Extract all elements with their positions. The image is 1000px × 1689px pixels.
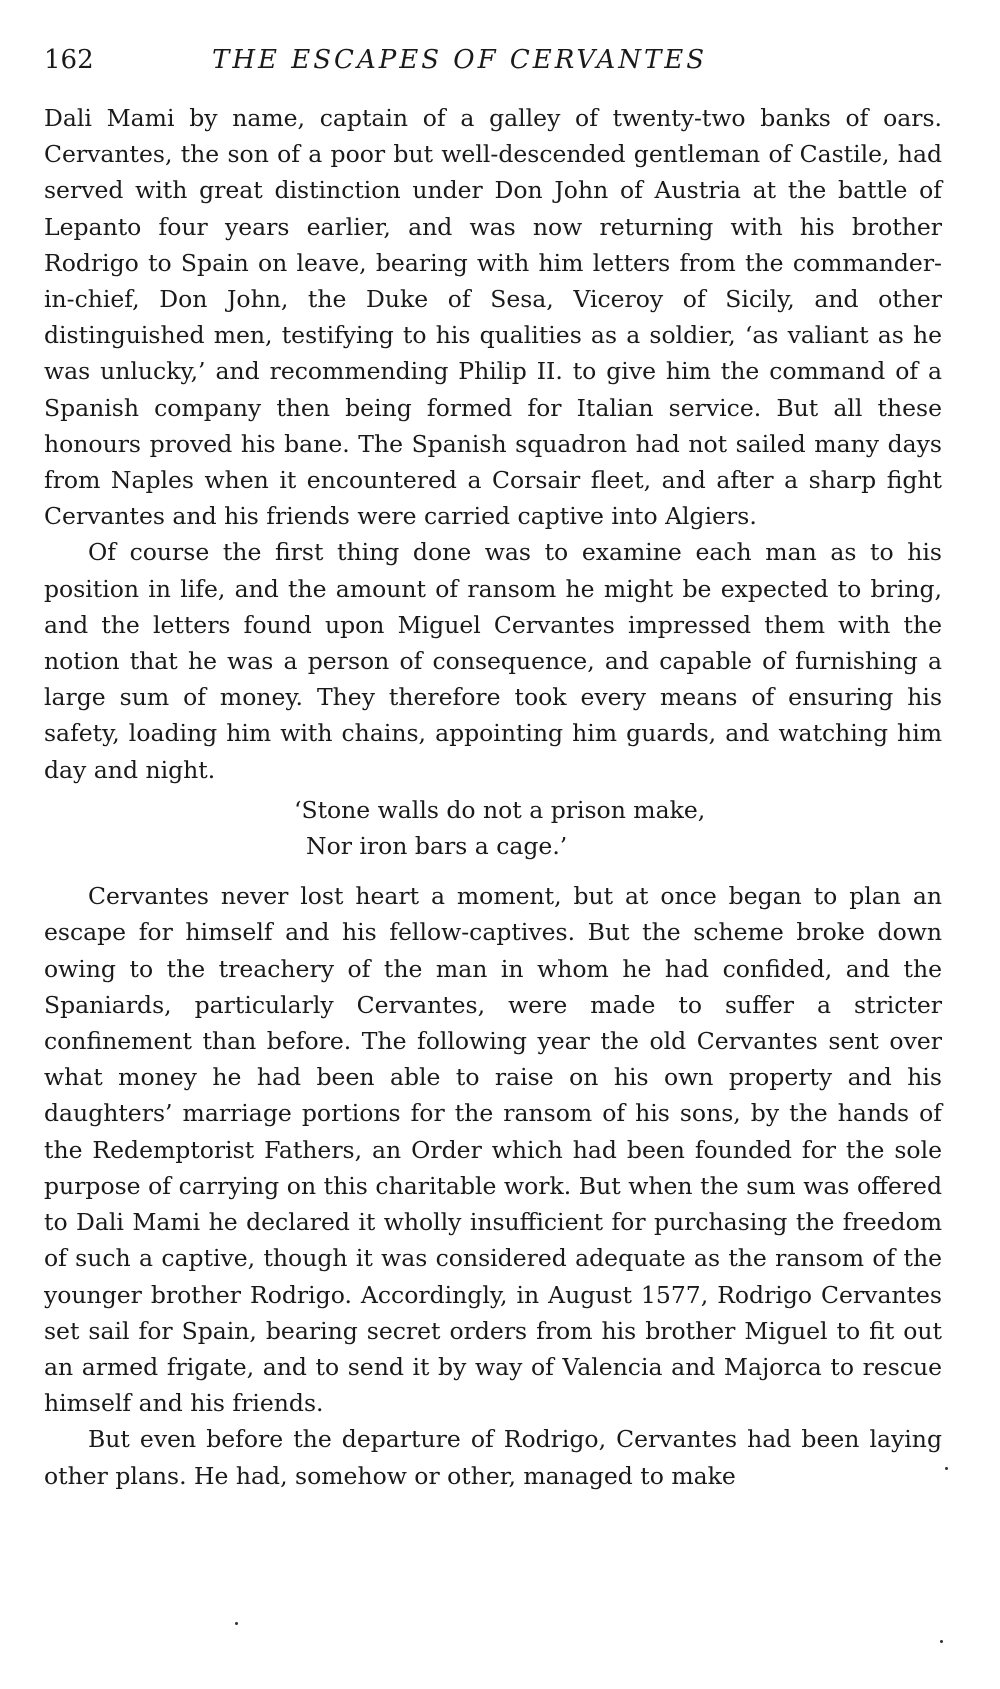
paragraph-2: Of course the first thing done was to examine each man as to his position in life, and the amount of ransom he might be expected to bring, and the letters found upon Miguel Cervantes impressed them with the notion that he was a person of consequence, and capable of furnishing a large sum of money. They therefore took every means of ensuring his safety, loading him with chains, appointing him guards, and watching him day and night.: [44, 538, 942, 784]
page-number: 162: [44, 45, 94, 75]
verse-line-2: Nor iron bars a cage.’: [306, 832, 568, 861]
body-text: [44, 100, 942, 1494]
scan-speck: [235, 1622, 238, 1625]
verse-line-1: ‘Stone walls do not a prison make,: [294, 795, 706, 824]
scan-speck: [945, 1467, 948, 1470]
scan-speck: [940, 1640, 943, 1643]
paragraph-4: But even before the departure of Rodrigo, Cervantes had been laying other plans. He had, somehow or other, managed to make: [44, 1425, 942, 1490]
running-head: [44, 40, 944, 80]
paragraph-1: Dali Mami by name, captain of a galley of twenty-two banks of oars. Cervantes, the son of a poor but well-descended gentleman of Castile, had served with great distinction under Don John of Austria at the battle of Lepanto four years earlier, and was now returning with his brother Rodrigo to Spain on leave, bearing with him letters from the commander-in-chief, Don John, the Duke of Sesa, Viceroy of Sicily, and other distinguished men, testifying to his qualities as a soldier, ‘as valiant as he was unlucky,’ and recommending Philip II. to give him the command of a Spanish company then being formed for Italian service. But all these honours proved his bane. The Spanish squadron had not sailed many days from Naples when it encountered a Corsair fleet, and after a sharp fight Cervantes and his friends were carried captive into Algiers.: [44, 104, 942, 531]
running-title: THE ESCAPES OF CERVANTES: [212, 45, 708, 75]
paragraph-3: Cervantes never lost heart a moment, but at once began to plan an escape for himself and his fellow-captives. But the scheme broke down owing to the treachery of the man in whom he had confided, and the Spaniards, particularly Cervantes, were made to suffer a stricter confinement than before. The following year the old Cervantes sent over what money he had been able to raise on his own property and his daughters’ marriage portions for the ransom of his sons, by the hands of the Redemptorist Fathers, an Order which had been founded for the sole purpose of carrying on this charitable work. But when the sum was offered to Dali Mami he declared it wholly insufficient for purchasing the freedom of such a captive, though it was considered adequate as the ransom of the younger brother Rodrigo. Accordingly, in August 1577, Rodrigo Cervantes set sail for Spain, bearing secret orders from his brother Miguel to fit out an armed frigate, and to send it by way of Valencia and Majorca to rescue himself and his friends.: [44, 882, 942, 1418]
verse-quote: [294, 792, 942, 864]
